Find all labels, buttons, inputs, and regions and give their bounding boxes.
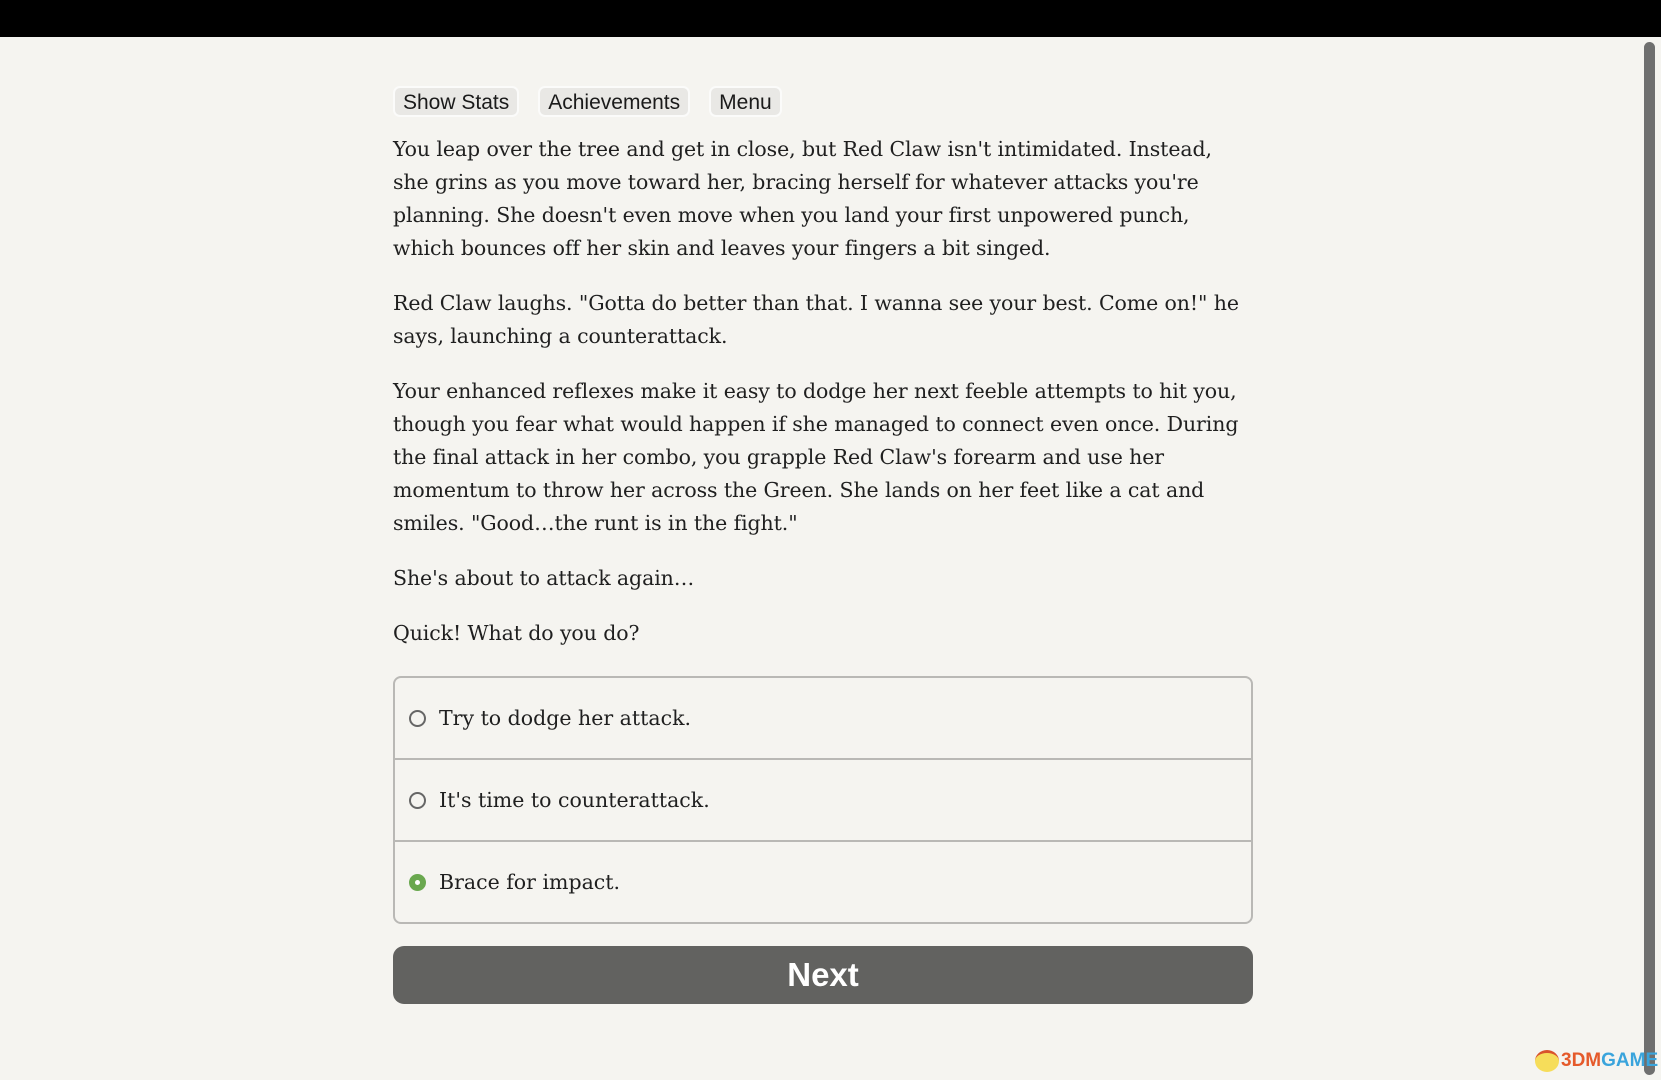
story-paragraph: Quick! What do you do?	[393, 621, 640, 645]
story-paragraph: She's about to attack again…	[393, 566, 695, 590]
toolbar	[393, 86, 1253, 117]
chick-mascot-icon	[1535, 1050, 1559, 1072]
choice-label: It's time to counterattack.	[439, 788, 710, 812]
choice-brace[interactable]	[395, 840, 1251, 922]
watermark-text-2: GAME	[1601, 1050, 1659, 1072]
story-paragraph: You leap over the tree and get in close, but Red Claw isn't intimidated. Instead, she grins as you move toward her, bracing herself for whatever attacks you're planning. She doesn't even move when you land your first unpowered punch, which bounces off her skin and leaves your fingers a bit singed.	[393, 137, 1212, 260]
watermark-logo	[1535, 1050, 1658, 1072]
menu-button[interactable]: Menu	[709, 86, 782, 117]
choice-label: Brace for impact.	[439, 870, 621, 894]
story-paragraph: Red Claw laughs. "Gotta do better than that. I wanna see your best. Come on!" he says, launching a counterattack.	[393, 291, 1239, 348]
achievements-button[interactable]: Achievements	[538, 86, 690, 117]
game-content	[393, 86, 1253, 1004]
watermark-text-1: 3DM	[1561, 1050, 1602, 1072]
story-paragraph: Your enhanced reflexes make it easy to dodge her next feeble attempts to hit you, though you fear what would happen if she managed to connect even once. During the final attack in her combo, you grapple Red Claw's forearm and use her momentum to throw her across the Green. She lands on her feet like a cat and smiles. "Good…the runt is in the fight."	[393, 379, 1239, 535]
top-bar	[0, 0, 1661, 37]
story-text	[393, 133, 1253, 650]
choice-counterattack[interactable]	[395, 758, 1251, 840]
choice-list	[393, 676, 1253, 924]
radio-button[interactable]	[409, 710, 426, 727]
scrollbar[interactable]	[1644, 42, 1655, 1075]
choice-label: Try to dodge her attack.	[439, 706, 692, 730]
show-stats-button[interactable]: Show Stats	[393, 86, 519, 117]
choice-dodge[interactable]	[395, 678, 1251, 758]
next-button[interactable]: Next	[393, 946, 1253, 1004]
radio-button[interactable]	[409, 792, 426, 809]
radio-button-selected[interactable]	[409, 874, 426, 891]
